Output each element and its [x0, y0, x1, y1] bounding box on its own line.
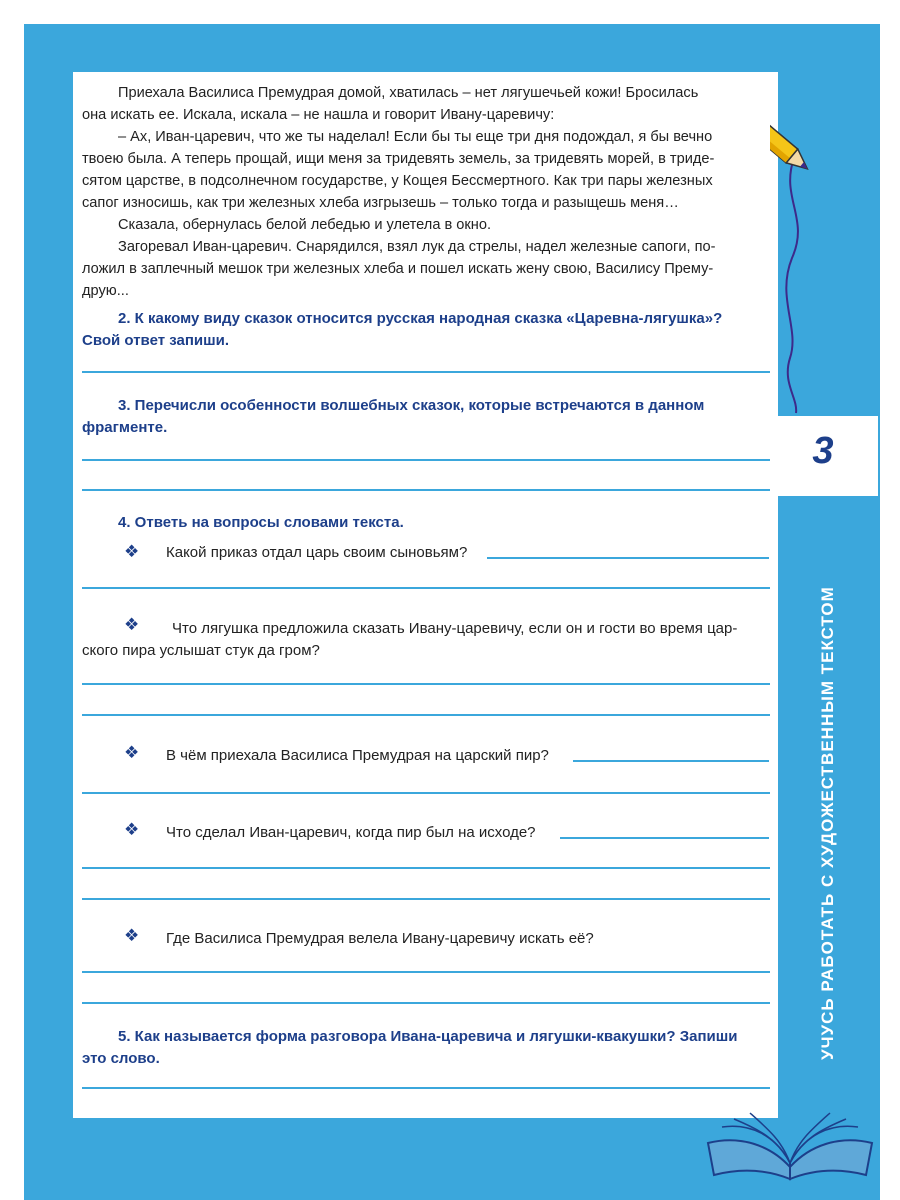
answer-line-q4-4[interactable]	[560, 837, 769, 839]
answer-line-q4-3[interactable]	[573, 760, 769, 762]
question-2-title: 2. К какому виду сказок относится русская народная сказка «Царевна-лягушка»?	[118, 310, 723, 327]
question-2-title-cont: Свой ответ запиши.	[82, 332, 229, 349]
answer-line-q4-2[interactable]	[82, 714, 770, 716]
story-line: друю...	[82, 283, 129, 299]
question-5-title-cont: это слово.	[82, 1050, 160, 1067]
answer-line-q4-4[interactable]	[82, 898, 770, 900]
answer-line-q3[interactable]	[82, 489, 770, 491]
story-line: твоею была. А теперь прощай, ищи меня за тридевять земель, за тридевять морей, в триде-	[82, 151, 715, 167]
answer-line-q3[interactable]	[82, 459, 770, 461]
story-line: – Ах, Иван-царевич, что же ты наделал! Если бы ты еще три дня подождал, я бы вечно	[118, 129, 713, 145]
book-icon	[700, 1105, 880, 1185]
question-4-item: Что сделал Иван-царевич, когда пир был на исходе?	[166, 824, 536, 841]
question-4-title: 4. Ответь на вопросы словами текста.	[118, 514, 404, 531]
story-line: сятом царстве, в подсолнечном государстве, у Кощея Бессмертного. Как три пары железных	[82, 173, 713, 189]
question-3-title-cont: фрагменте.	[82, 419, 168, 436]
story-line: Сказала, обернулась белой лебедью и улетела в окно.	[118, 217, 492, 233]
answer-line-q4-1[interactable]	[82, 587, 770, 589]
pencil-icon	[770, 28, 860, 418]
question-3-title: 3. Перечисли особенности волшебных сказок, которые встречаются в данном	[118, 397, 705, 414]
story-line: сапог износишь, как три железных хлеба изгрызешь – только тогда и разыщешь меня…	[82, 195, 679, 211]
story-line: она искать ее. Искала, искала – не нашла и говорит Ивану-царевичу:	[82, 107, 555, 123]
answer-line-q5[interactable]	[82, 1087, 770, 1089]
story-line: Загоревал Иван-царевич. Снарядился, взял лук да стрелы, надел железные сапоги, по-	[118, 239, 716, 255]
bullet-icon: ❖	[124, 542, 140, 561]
question-5-title: 5. Как называется форма разговора Ивана-царевича и лягушки-квакушки? Запиши	[118, 1028, 738, 1045]
story-line: Приехала Василиса Премудрая домой, хватилась – нет лягушечьей кожи! Бросилась	[118, 85, 699, 101]
answer-line-q4-4[interactable]	[82, 867, 770, 869]
question-4-item: Какой приказ отдал царь своим сыновьям?	[166, 544, 468, 561]
question-4-item: В чём приехала Василиса Премудрая на царский пир?	[166, 747, 549, 764]
bullet-icon: ❖	[124, 743, 140, 762]
bullet-icon: ❖	[124, 615, 140, 634]
story-line: ложил в заплечный мешок три железных хлеба и пошел искать жену свою, Василису Прему-	[82, 261, 714, 277]
side-title-text: УЧУСЬ РАБОТАТЬ С ХУДОЖЕСТВЕННЫМ ТЕКСТОМ	[818, 586, 837, 1060]
answer-line-q4-3[interactable]	[82, 792, 770, 794]
answer-line-q4-1[interactable]	[487, 557, 769, 559]
question-4-item: Где Василиса Премудрая велела Ивану-царевичу искать её?	[166, 930, 594, 947]
answer-line-q2[interactable]	[82, 371, 770, 373]
bullet-icon: ❖	[124, 926, 140, 945]
answer-line-q4-5[interactable]	[82, 1002, 770, 1004]
bullet-icon: ❖	[124, 820, 140, 839]
question-4-item: Что лягушка предложила сказать Ивану-царевичу, если он и гости во время цар-	[172, 620, 738, 637]
answer-line-q4-2[interactable]	[82, 683, 770, 685]
answer-line-q4-5[interactable]	[82, 971, 770, 973]
chapter-number: 3	[812, 430, 834, 472]
question-4-item-cont: ского пира услышат стук да гром?	[82, 642, 320, 659]
